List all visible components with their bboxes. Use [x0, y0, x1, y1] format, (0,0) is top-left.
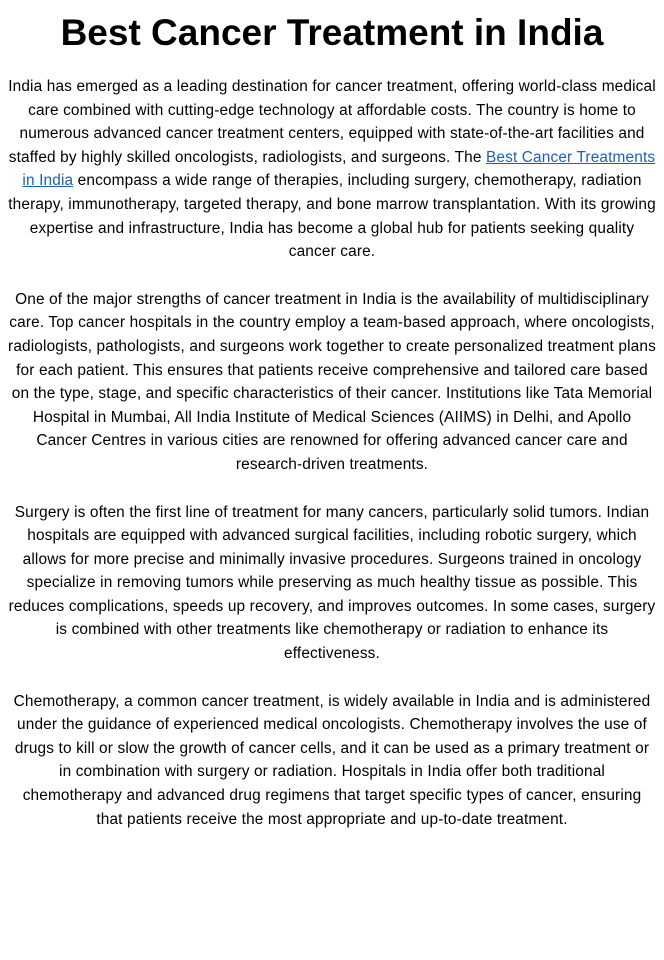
intro-text-before-link: India has emerged as a leading destination for cancer treatment, offering world-class medical care combined with cutting-edge technology at affordable costs. The country is home to numerous advanced cancer treatment centers, equipped with state-of-the-art facilities and staffed by highly skilled oncologists, radiologists, and surgeons. The [8, 78, 656, 166]
paragraph-surgery: Surgery is often the first line of treatment for many cancers, particularly solid tumors. Indian hospitals are equipped with advanced surgical facilities, including robotic surgery, which allows for more precise and minimally invasive procedures. Surgeons trained in oncology specialize in removing tumors while preserving as much healthy tissue as possible. This reduces complications, speeds up recovery, and improves outcomes. In some cases, surgery is combined with other treatments like chemotherapy or radiation to enhance its effectiveness. [8, 503, 656, 663]
paragraph-chemotherapy: Chemotherapy, a common cancer treatment, is widely available in India and is administered under the guidance of experienced medical oncologists. Chemotherapy involves the use of drugs to kill or slow the growth of cancer cells, and it can be used as a primary treatment or in combination with surgery or radiation. Hospitals in India offer both traditional chemotherapy and advanced drug regimens that target specific types of cancer, ensuring that patients receive the most appropriate and up-to-date treatment. [13, 692, 651, 828]
paragraph-intro [8, 75, 656, 264]
page-title: Best Cancer Treatment in India [60, 12, 604, 53]
intro-text-after-link: encompass a wide range of therapies, including surgery, chemotherapy, radiation therapy, immunotherapy, targeted therapy, and bone marrow transplantation. With its growing expertise and infrastructure, India has become a global hub for patients seeking quality cancer care. [8, 172, 656, 261]
best-cancer-treatments-link[interactable]: Best Cancer Treatments in India [22, 148, 656, 190]
paragraph-multidisciplinary-care: One of the major strengths of cancer treatment in India is the availability of multidisciplinary care. Top cancer hospitals in the country employ a team-based approach, where oncologists, radiologists, pathologists, and surgeons work together to create personalized treatment plans for each patient. This ensures that patients receive comprehensive and tailored care based on the type, stage, and specific characteristics of their cancer. Institutions like Tata Memorial Hospital in Mumbai, All India Institute of Medical Sciences (AIIMS) in Delhi, and Apollo Cancer Centres in various cities are renowned for offering advanced cancer care and research-driven treatments. [8, 290, 656, 473]
